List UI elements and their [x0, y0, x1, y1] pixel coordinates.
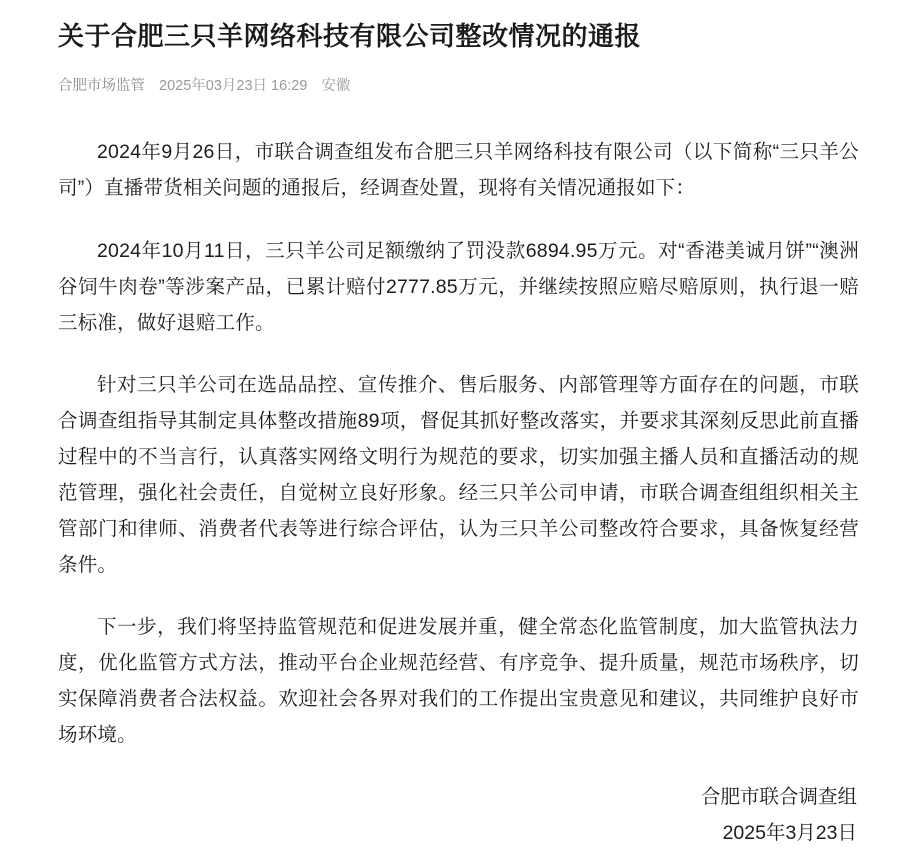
article-paragraph: 2024年10月11日，三只羊公司足额缴纳了罚没款6894.95万元。对“香港美诚月饼”“澳洲谷饲牛肉卷”等涉案产品，已累计赔付2777.85万元，并继续按照应赔尽赔原则，执行退一赔三标准，做好退赔工作。 — [58, 239, 859, 334]
article-paragraph: 针对三只羊公司在选品品控、宣传推介、售后服务、内部管理等方面存在的问题，市联合调查组指导其制定具体整改措施89项，督促其抓好整改落实，并要求其深刻反思此前直播过程中的不当言行，认真落实网络文明行为规范的要求，切实加强主播人员和直播活动的规范管理，强化社会责任，自觉树立良好形象。经三只羊公司申请，市联合调查组组织相关主管部门和律师、消费者代表等进行综合评估，认为三只羊公司整改符合要求，具备恢复经营条件。 — [58, 373, 859, 577]
meta-timestamp: 2025年03月23日 16:29 — [159, 78, 308, 95]
article-meta — [0, 54, 915, 95]
meta-source[interactable]: 合肥市场监管 — [58, 78, 145, 95]
article-paragraph: 2024年9月26日，市联合调查组发布合肥三只羊网络科技有限公司（以下简称“三只羊公司”）直播带货相关问题的通报后，经调查处置，现将有关情况通报如下： — [58, 141, 859, 200]
page-title: 关于合肥三只羊网络科技有限公司整改情况的通报 — [58, 21, 642, 51]
signature-issuer: 合肥市联合调查组 — [700, 786, 857, 809]
article-paragraph: 下一步，我们将坚持监管规范和促进发展并重，健全常态化监管制度，加大监管执法力度，优化监管方式方法，推动平台企业规范经营、有序竞争、提升质量，规范市场秩序，切实保障消费者合法权益。欢迎社会各界对我们的工作提出宝贵意见和建议，共同维护良好市场环境。 — [58, 616, 859, 747]
signature-date: 2025年3月23日 — [722, 822, 857, 845]
meta-location: 安徽 — [321, 78, 351, 95]
article-body — [0, 112, 915, 753]
article-signature — [0, 779, 915, 851]
